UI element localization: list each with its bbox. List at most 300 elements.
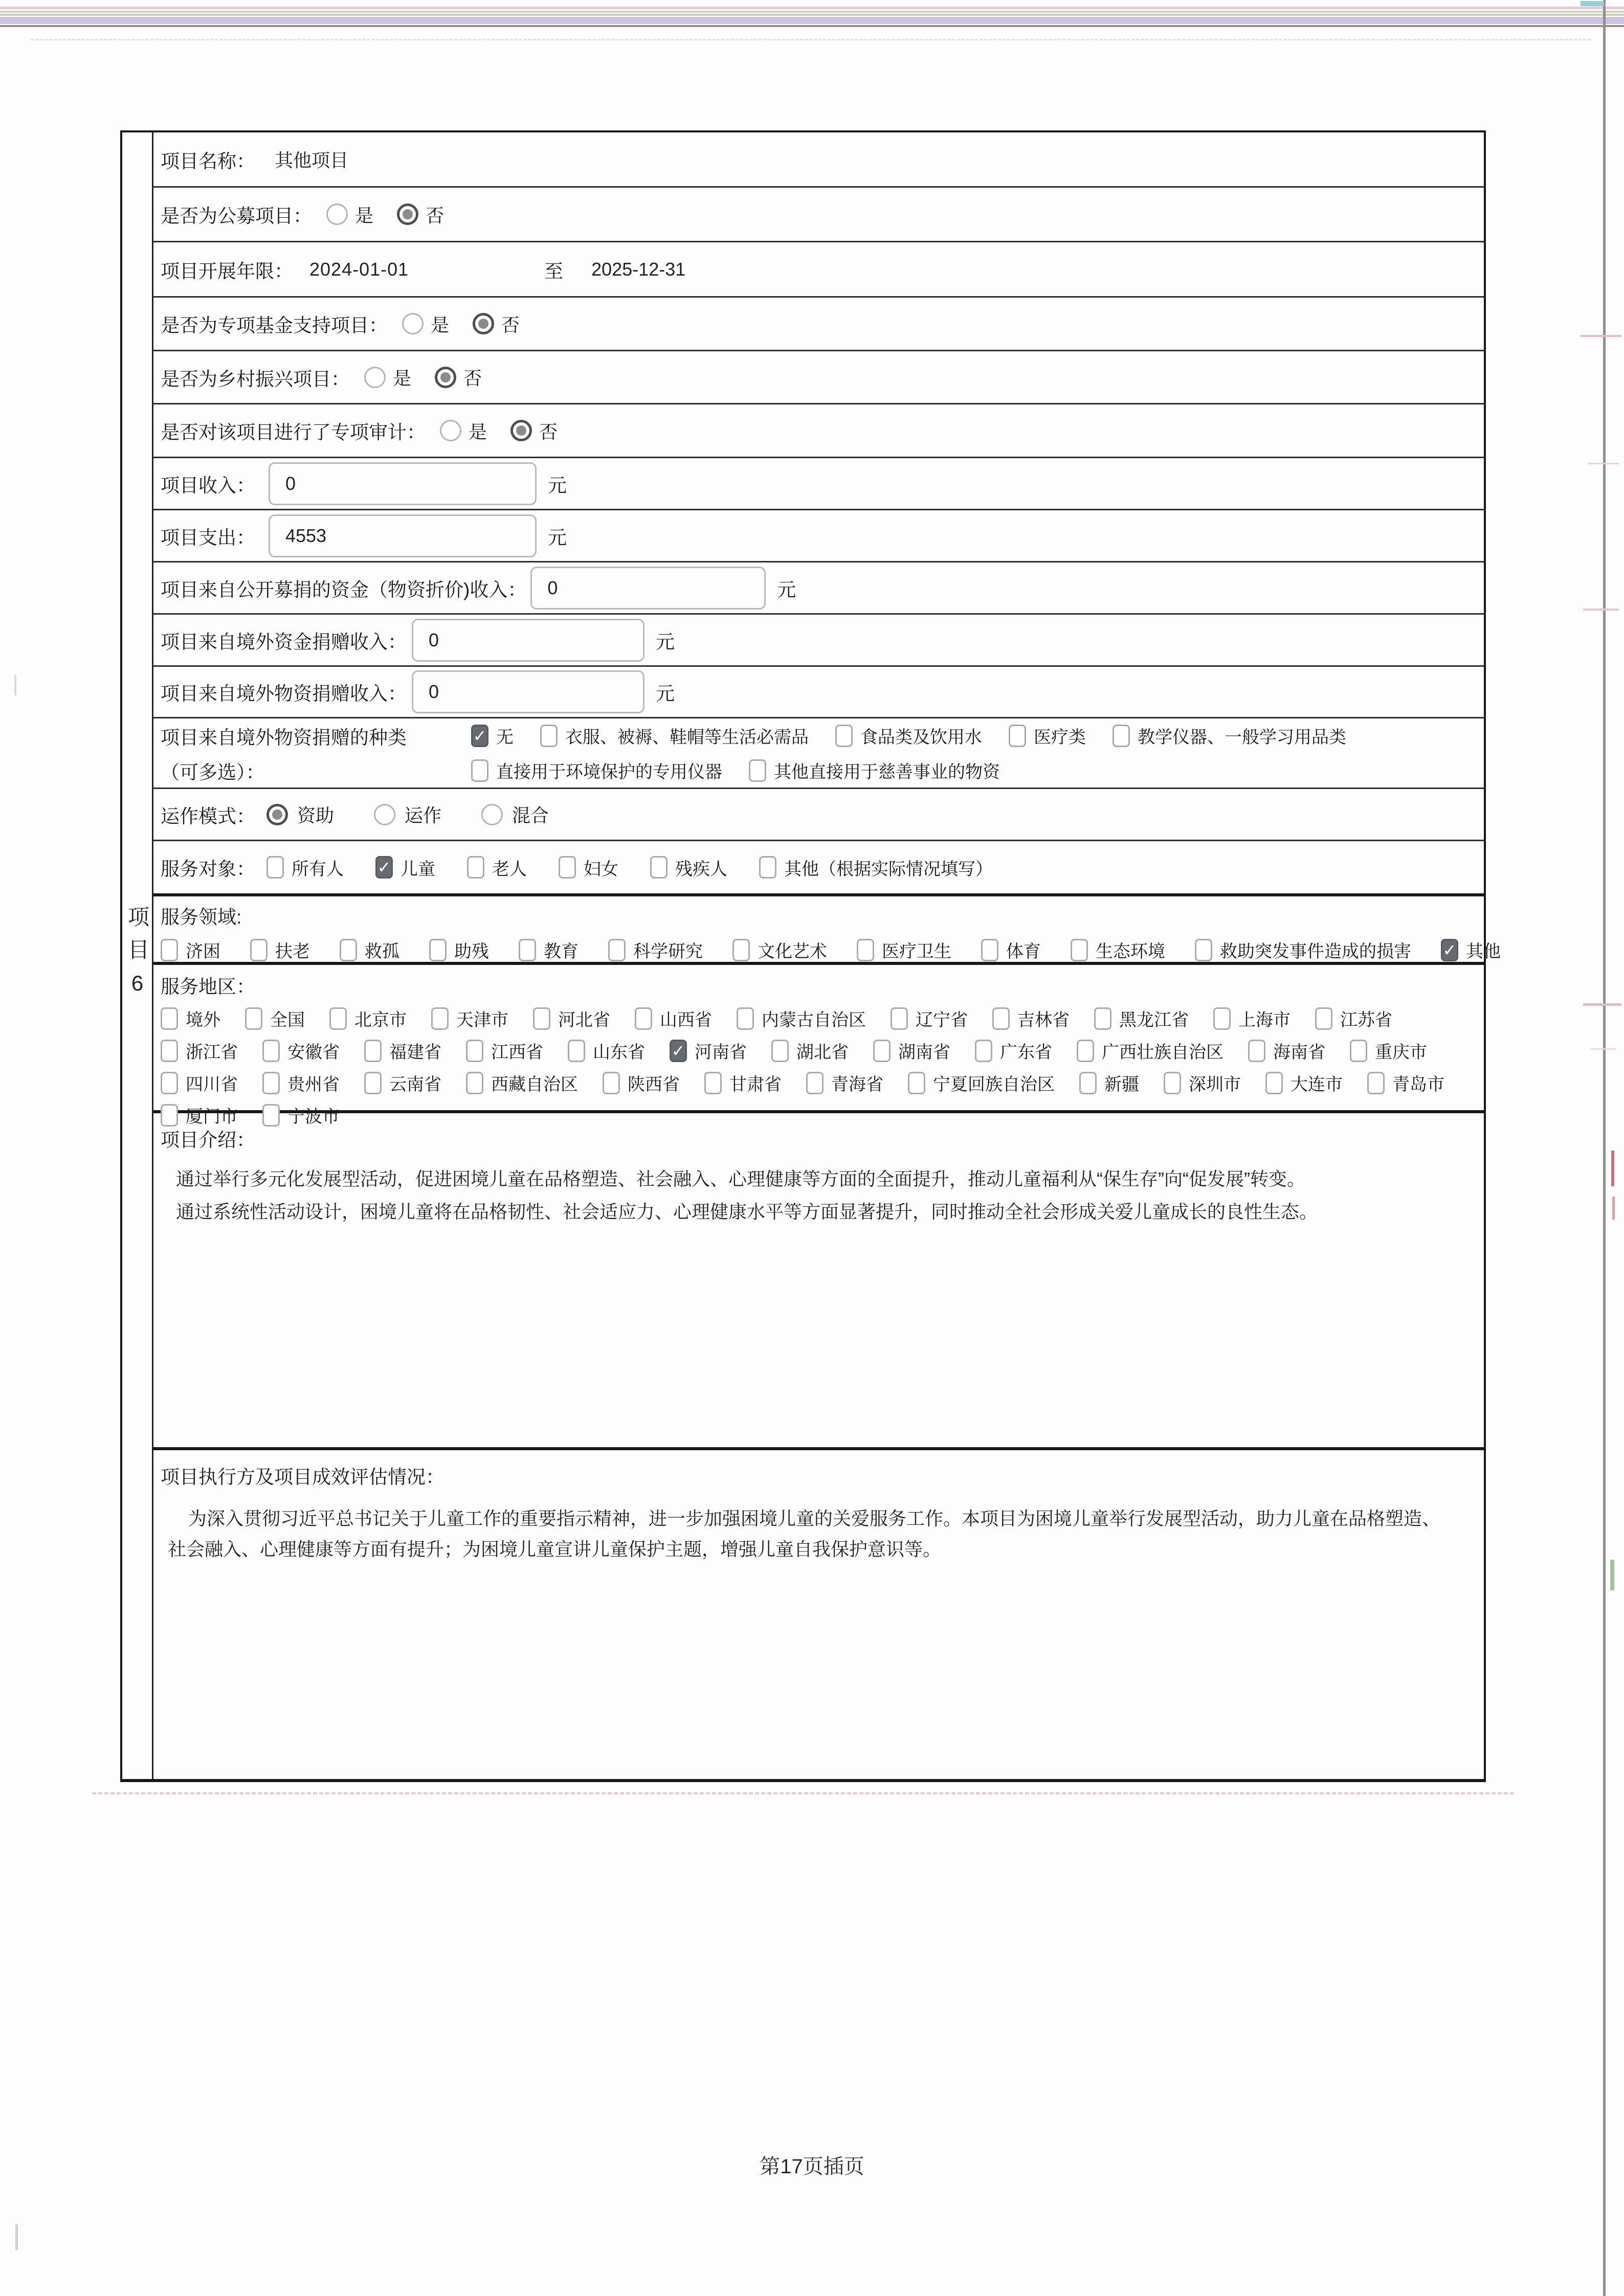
checkbox-icon: [364, 1040, 382, 1062]
checkbox-icon: [737, 1007, 754, 1030]
checkbox-checked-icon: [471, 725, 488, 747]
checkbox-icon: [603, 1072, 620, 1094]
checkbox-everyone[interactable]: [266, 855, 344, 880]
checkbox-culture-art[interactable]: [732, 937, 827, 962]
row-overseas-fund-income: [153, 615, 1484, 667]
checkbox-label: 扶老: [275, 942, 310, 961]
kinds-label: 项目来自境外物资捐赠的种类: [161, 727, 407, 748]
checkbox-region[interactable]: [431, 1006, 508, 1031]
checkbox-region[interactable]: [635, 1006, 712, 1031]
form-rows: [153, 132, 1501, 1779]
checkbox-icon: [266, 856, 284, 879]
checkbox-label: 生态环境: [1096, 942, 1165, 961]
checkbox-region-henan[interactable]: [670, 1038, 747, 1063]
kinds-line-2: [161, 757, 1484, 784]
checkbox-label: 全国: [270, 1010, 305, 1030]
checkbox-region[interactable]: [1079, 1070, 1139, 1095]
checkbox-icon: [364, 1072, 382, 1094]
checkbox-icon: [245, 1007, 262, 1030]
checkbox-icon: [250, 939, 268, 961]
scan-mark-gray: [15, 2224, 18, 2250]
checkbox-region[interactable]: [364, 1070, 441, 1095]
period-start-date: 2024-01-01: [309, 258, 409, 280]
checkbox-icon: [519, 939, 536, 961]
area-options-row-2: [161, 1038, 1427, 1063]
checkbox-icon: [329, 1007, 347, 1030]
scan-top-stripe-pink: [0, 7, 1624, 9]
checkbox-label: 广东省: [1000, 1043, 1052, 1062]
scan-top-stripe-green: [0, 11, 1624, 13]
checkbox-region[interactable]: [466, 1038, 543, 1063]
checkbox-food-water[interactable]: [835, 723, 982, 748]
checkbox-region[interactable]: [262, 1070, 340, 1095]
checkbox-icon: [1077, 1040, 1094, 1062]
income-input[interactable]: [269, 462, 537, 505]
checkbox-region[interactable]: [1248, 1038, 1325, 1063]
intro-paragraph-2: 通过系统性活动设计，困境儿童将在品格韧性、社会适应力、心理健康水平等方面显著提升，同时推动全社会形成关爱儿童成长的良性生态。: [176, 1201, 1318, 1222]
intro-label: 项目介绍：: [161, 1130, 255, 1151]
radio-selected-icon: [510, 420, 532, 441]
radio-selected-icon: [266, 804, 288, 825]
checkbox-none[interactable]: [471, 723, 514, 748]
radio-rural-yes[interactable]: [364, 364, 411, 390]
checkbox-orphan-rescue[interactable]: [340, 937, 399, 962]
checkbox-label: 内蒙古自治区: [762, 1010, 866, 1030]
project-name-label: 项目名称：: [161, 150, 255, 172]
radio-selected-icon: [473, 313, 494, 334]
overseas-goods-unit: 元: [656, 683, 675, 704]
checkbox-label: 安徽省: [287, 1043, 340, 1062]
expense-input[interactable]: [269, 514, 537, 557]
public-donation-value: 0: [547, 577, 558, 598]
row-evaluation: [153, 1450, 1484, 1779]
checkbox-label: 科学研究: [633, 942, 703, 961]
radio-label: 否: [539, 421, 558, 442]
checkbox-icon: [1071, 939, 1088, 961]
radio-public-no[interactable]: [397, 201, 444, 228]
row-project-expense: [153, 510, 1484, 562]
radio-icon: [402, 313, 424, 334]
checkbox-region[interactable]: [533, 1006, 610, 1031]
checkbox-icon: [759, 856, 776, 879]
radio-label: 否: [426, 205, 444, 226]
checkbox-label: 河南省: [695, 1043, 747, 1062]
checkbox-label: 四川省: [186, 1075, 238, 1094]
kinds-options-1: [471, 723, 1346, 748]
checkbox-label: 青岛市: [1392, 1075, 1444, 1094]
checkbox-label: 青海省: [831, 1075, 883, 1094]
radio-label: 资助: [297, 805, 335, 826]
checkbox-label: 宁夏回族自治区: [933, 1075, 1055, 1094]
income-unit: 元: [548, 475, 567, 496]
checkbox-region[interactable]: [1265, 1070, 1343, 1095]
radio-label: 是: [393, 368, 412, 389]
checkbox-region[interactable]: [1315, 1006, 1392, 1031]
checkbox-icon: [1113, 725, 1130, 747]
row-service-target: [153, 841, 1484, 896]
public-donation-unit: 元: [777, 579, 796, 600]
checkbox-region[interactable]: [704, 1070, 782, 1095]
checkbox-label: 助残: [454, 942, 489, 961]
checkbox-label: 救助突发事件造成的损害: [1220, 942, 1411, 961]
checkbox-label: 直接用于环境保护的专用仪器: [496, 762, 722, 782]
checkbox-target-other[interactable]: [759, 855, 993, 880]
checkbox-icon: [1213, 1007, 1231, 1030]
checkbox-icon: [262, 1072, 280, 1094]
checkbox-region[interactable]: [262, 1038, 340, 1063]
checkbox-region[interactable]: [771, 1038, 849, 1063]
checkbox-teaching-equipment[interactable]: [1113, 723, 1346, 748]
checkbox-icon: [340, 939, 357, 961]
overseas-goods-input[interactable]: [412, 670, 644, 713]
radio-audit-yes[interactable]: [440, 418, 487, 444]
checkbox-label: 妇女: [584, 859, 618, 879]
checkbox-checked-icon: [670, 1040, 687, 1062]
checkbox-children[interactable]: [375, 855, 435, 880]
checkbox-icon: [471, 759, 488, 782]
checkbox-icon: [1009, 725, 1026, 747]
radio-label: 否: [463, 368, 482, 389]
radio-rural-no[interactable]: [435, 364, 482, 390]
income-label: 项目收入：: [161, 475, 255, 496]
row-is-rural-revitalization: [153, 351, 1484, 404]
public-donation-input[interactable]: [530, 567, 766, 610]
expense-label: 项目支出：: [161, 527, 255, 548]
checkbox-label: 大连市: [1291, 1075, 1343, 1094]
checkbox-label: 教学仪器、一般学习用品类: [1138, 728, 1346, 747]
scan-mark-pink: [1581, 335, 1621, 337]
overseas-goods-label: 项目来自境外物资捐赠收入：: [161, 683, 407, 704]
scan-mark-green: [1610, 1560, 1614, 1590]
target-label: 服务对象：: [161, 859, 255, 880]
radio-label: 运作: [405, 805, 442, 826]
project-name-value: 其他项目: [275, 150, 349, 171]
row-service-domain: [153, 896, 1501, 965]
checkbox-label: 浙江省: [186, 1043, 238, 1062]
checkbox-region[interactable]: [466, 1070, 578, 1095]
checkbox-label: 济困: [186, 942, 220, 961]
checkbox-region[interactable]: [161, 1006, 220, 1031]
checkbox-label: 境外: [186, 1010, 220, 1030]
checkbox-icon: [533, 1007, 550, 1030]
checkbox-icon: [262, 1104, 280, 1127]
checkbox-other-charity-goods[interactable]: [749, 758, 1000, 783]
checkbox-icon: [608, 939, 626, 961]
row-project-name: [153, 132, 1484, 188]
checkbox-icon: [466, 1072, 483, 1094]
checkbox-domain-other[interactable]: [1441, 937, 1501, 962]
radio-selected-icon: [435, 367, 456, 388]
area-options-row-3: [161, 1070, 1444, 1095]
radio-label: 混合: [512, 805, 549, 826]
row-overseas-goods-income: [153, 667, 1484, 718]
checkbox-region[interactable]: [568, 1038, 645, 1063]
checkbox-label: 天津市: [456, 1010, 508, 1030]
project-form-table: [120, 130, 1501, 1782]
checkbox-label: 文化艺术: [758, 942, 827, 961]
checkbox-icon: [431, 1007, 449, 1030]
radio-mode-mixed[interactable]: [481, 801, 549, 827]
paper-right-edge: [1603, 0, 1606, 2296]
checkbox-icon: [466, 1040, 483, 1062]
radio-mode-funding[interactable]: [266, 801, 334, 827]
project-index-label: 项目6: [125, 905, 149, 1006]
radio-label: 是: [355, 205, 374, 226]
checkbox-icon: [1079, 1072, 1097, 1094]
scan-mark-cyan: [1581, 1, 1604, 6]
checkbox-label: 上海市: [1238, 1010, 1291, 1030]
radio-audit-no[interactable]: [510, 418, 558, 444]
scan-mark-red: [1612, 1197, 1615, 1220]
checkbox-label: 黑龙江省: [1119, 1010, 1189, 1030]
checkbox-icon: [749, 759, 766, 782]
checkbox-icon: [161, 1040, 178, 1062]
checkbox-icon: [1164, 1072, 1181, 1094]
domain-label: 服务领域:: [161, 907, 242, 928]
checkbox-label: 医疗类: [1034, 728, 1086, 747]
checkbox-poverty-relief[interactable]: [161, 937, 220, 962]
checkbox-icon: [992, 1007, 1010, 1030]
scan-mark-pink: [1588, 463, 1619, 464]
scan-top-stripe-lavender: [0, 17, 1624, 24]
checkbox-region[interactable]: [975, 1038, 1052, 1063]
checkbox-icon: [975, 1040, 992, 1062]
checkbox-label: 教育: [544, 942, 579, 961]
checkbox-icon: [732, 939, 750, 961]
checkbox-icon: [704, 1072, 722, 1094]
checkbox-region[interactable]: [603, 1070, 680, 1095]
scan-mark-gray: [14, 675, 16, 695]
row-is-special-fund: [153, 298, 1484, 351]
checkbox-region[interactable]: [1094, 1006, 1189, 1031]
checkbox-clothing[interactable]: [540, 723, 809, 748]
checkbox-medical[interactable]: [1009, 723, 1086, 748]
checkbox-icon: [1350, 1040, 1367, 1062]
checkbox-label: 吉林省: [1017, 1010, 1070, 1030]
checkbox-label: 江西省: [491, 1043, 543, 1062]
checkbox-disaster-relief[interactable]: [1195, 937, 1411, 962]
checkbox-medical-health[interactable]: [857, 937, 951, 962]
public-donation-label: 项目来自公开募捐的资金（物资折价)收入：: [161, 579, 527, 600]
checkbox-label: 山东省: [593, 1043, 645, 1062]
period-label: 项目开展年限：: [161, 260, 293, 282]
checkbox-science-research[interactable]: [608, 937, 703, 962]
mode-options: [266, 801, 549, 827]
checkbox-label: 所有人: [292, 859, 344, 879]
overseas-fund-label: 项目来自境外资金捐赠收入：: [161, 631, 407, 652]
evaluation-text: 为深入贯彻习近平总书记关于儿童工作的重要指示精神，进一步加强困境儿童的关爱服务工作。本项目为困境儿童举行发展型活动，助力儿童在品格塑造、社会融入、心理健康等方面有提升；为困境儿童宣讲儿童保护主题，增强儿童自我保护意识等。: [168, 1508, 1441, 1560]
checkbox-icon: [429, 939, 447, 961]
checkbox-label: 山西省: [660, 1010, 712, 1030]
checkbox-label: 其他（根据实际情况填写）: [784, 859, 993, 879]
checkbox-label: 体育: [1006, 942, 1041, 961]
overseas-goods-value: 0: [429, 681, 439, 702]
checkbox-label: 救孤: [365, 942, 399, 961]
checkbox-label: 湖南省: [898, 1043, 950, 1062]
checkbox-icon: [1367, 1072, 1385, 1094]
row-project-period: [153, 242, 1484, 298]
checkbox-region[interactable]: [891, 1006, 968, 1031]
checkbox-icon: [873, 1040, 891, 1062]
checkbox-icon: [161, 1072, 178, 1094]
checkbox-region[interactable]: [1164, 1070, 1241, 1095]
checkbox-label: 广西壮族自治区: [1102, 1043, 1223, 1062]
checkbox-label: 新疆: [1104, 1075, 1139, 1094]
radio-label: 是: [469, 421, 487, 442]
checkbox-region[interactable]: [806, 1070, 883, 1095]
checkbox-icon: [981, 939, 998, 961]
checkbox-icon: [857, 939, 874, 961]
overseas-fund-unit: 元: [656, 631, 675, 652]
checkbox-label: 无: [496, 728, 514, 747]
checkbox-label: 海南省: [1273, 1043, 1325, 1062]
target-options: [266, 855, 993, 880]
radio-label: 是: [431, 314, 450, 335]
radio-icon: [440, 420, 461, 441]
checkbox-icon: [891, 1007, 908, 1030]
checkbox-label: 宁波市: [287, 1107, 340, 1127]
domain-options: [161, 937, 1501, 962]
expense-value: 4553: [285, 525, 327, 546]
checkbox-label: 云南省: [389, 1075, 441, 1094]
row-is-audited: [153, 404, 1484, 458]
checkbox-icon: [1195, 939, 1212, 961]
checkbox-ecology[interactable]: [1071, 937, 1165, 962]
checkbox-checked-icon: [375, 856, 393, 879]
row-public-donation-income: [153, 562, 1484, 615]
checkbox-icon: [161, 1007, 178, 1030]
radio-icon: [326, 204, 348, 225]
radio-icon: [364, 367, 386, 388]
checkbox-icon: [161, 1104, 178, 1127]
radio-icon: [481, 804, 503, 825]
checkbox-label: 陕西省: [628, 1075, 680, 1094]
checkbox-region[interactable]: [737, 1006, 866, 1031]
checkbox-label: 贵州省: [287, 1075, 340, 1094]
checkbox-disability-aid[interactable]: [429, 937, 489, 962]
radio-label: 否: [501, 314, 520, 335]
row-project-intro: [153, 1113, 1484, 1450]
checkbox-label: 江苏省: [1340, 1010, 1392, 1030]
row-operation-mode: [153, 789, 1484, 841]
radio-special-fund-yes[interactable]: [402, 311, 449, 337]
mode-label: 运作模式：: [161, 805, 255, 827]
checkbox-region[interactable]: [161, 1070, 238, 1095]
checkbox-elderly-support[interactable]: [250, 937, 310, 962]
checkbox-checked-icon: [1441, 939, 1458, 961]
checkbox-region[interactable]: [329, 1006, 407, 1031]
expense-unit: 元: [548, 527, 567, 548]
checkbox-region[interactable]: [245, 1006, 305, 1031]
checkbox-label: 老人: [492, 859, 527, 879]
checkbox-label: 深圳市: [1189, 1075, 1241, 1094]
checkbox-region[interactable]: [1350, 1038, 1427, 1063]
checkbox-region[interactable]: [908, 1070, 1055, 1095]
checkbox-label: 重庆市: [1375, 1043, 1427, 1062]
overseas-fund-input[interactable]: [412, 619, 644, 662]
checkbox-icon: [467, 856, 484, 879]
period-end-date: 2025-12-31: [591, 258, 686, 280]
radio-public-yes[interactable]: [326, 201, 373, 228]
row-is-public-offering: [153, 188, 1484, 242]
radio-special-fund-no[interactable]: [473, 311, 520, 337]
audit-label: 是否对该项目进行了专项审计：: [161, 422, 426, 443]
project-index-column: [122, 132, 153, 1779]
checkbox-education[interactable]: [519, 937, 579, 962]
scan-dashed-line-top: [31, 39, 1591, 40]
radio-mode-operating[interactable]: [374, 801, 441, 827]
checkbox-label: 厦门市: [186, 1107, 238, 1127]
scan-top-stripe-sage: [0, 14, 1624, 16]
checkbox-icon: [161, 939, 178, 961]
evaluation-label: 项目执行方及项目成效评估情况：: [161, 1467, 444, 1488]
checkbox-region[interactable]: [364, 1038, 441, 1063]
checkbox-icon: [559, 856, 576, 879]
row-service-area: [153, 965, 1484, 1127]
kinds-options-2: [471, 758, 1000, 783]
scan-top-stripe-gray: [0, 25, 1624, 27]
checkbox-label: 其他直接用于慈善事业的物资: [774, 762, 1000, 782]
checkbox-icon: [650, 856, 668, 879]
scan-mark-pink: [1591, 1048, 1616, 1050]
checkbox-region[interactable]: [873, 1038, 950, 1063]
special-fund-label: 是否为专项基金支持项目：: [161, 315, 388, 336]
checkbox-region[interactable]: [1213, 1006, 1291, 1031]
checkbox-icon: [771, 1040, 789, 1062]
area-label: 服务地区：: [161, 976, 255, 997]
checkbox-label: 甘肃省: [729, 1075, 782, 1094]
checkbox-icon: [1315, 1007, 1332, 1030]
checkbox-region[interactable]: [992, 1006, 1070, 1031]
checkbox-elderly[interactable]: [467, 855, 527, 880]
checkbox-region[interactable]: [161, 1038, 238, 1063]
checkbox-women[interactable]: [559, 855, 618, 880]
scan-dashed-line-pink: [92, 1792, 1514, 1794]
checkbox-icon: [1265, 1072, 1283, 1094]
checkbox-label: 食品类及饮用水: [860, 728, 982, 747]
checkbox-environmental-equipment[interactable]: [471, 758, 722, 783]
radio-selected-icon: [397, 204, 418, 225]
income-value: 0: [285, 472, 296, 494]
checkbox-disabled[interactable]: [650, 855, 727, 880]
scan-mark-pink: [1583, 1003, 1621, 1006]
checkbox-label: 残疾人: [675, 859, 727, 879]
rural-label: 是否为乡村振兴项目：: [161, 368, 350, 390]
is-public-label: 是否为公募项目：: [161, 206, 312, 227]
checkbox-region[interactable]: [1077, 1038, 1223, 1063]
checkbox-label: 北京市: [354, 1010, 407, 1030]
row-project-income: [153, 458, 1484, 510]
page-number: 第17页插页: [760, 2155, 864, 2178]
row-overseas-goods-kinds: [153, 718, 1484, 789]
checkbox-icon: [568, 1040, 585, 1062]
checkbox-icon: [635, 1007, 652, 1030]
checkbox-sports[interactable]: [981, 937, 1041, 962]
intro-paragraph-1: 通过举行多元化发展型活动，促进困境儿童在品格塑造、社会融入、心理健康等方面的全面提升，推动儿童福利从“保生存”向“促发展”转变。: [176, 1168, 1305, 1189]
checkbox-region[interactable]: [1367, 1070, 1444, 1095]
kinds-label-2: （可多选）：: [161, 761, 265, 783]
checkbox-label: 福建省: [389, 1043, 441, 1062]
checkbox-icon: [262, 1040, 280, 1062]
checkbox-label: 辽宁省: [916, 1010, 968, 1030]
checkbox-label: 湖北省: [796, 1043, 849, 1062]
period-separator: 至: [544, 260, 564, 282]
checkbox-label: 西藏自治区: [491, 1075, 578, 1094]
checkbox-icon: [1094, 1007, 1111, 1030]
radio-icon: [374, 804, 395, 825]
checkbox-label: 儿童: [401, 859, 435, 879]
kinds-line-1: [161, 722, 1484, 750]
